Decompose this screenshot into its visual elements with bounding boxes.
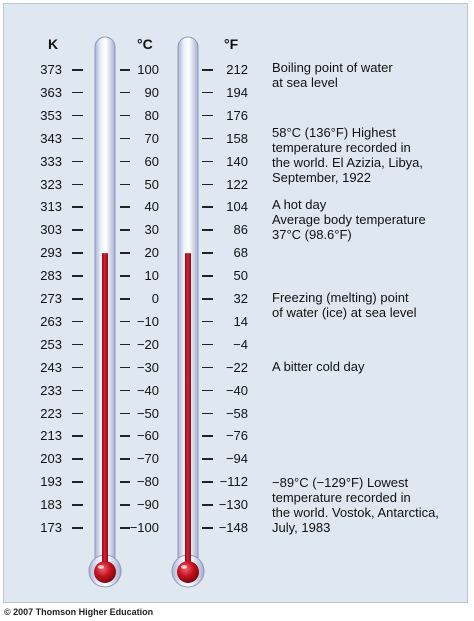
- kelvin-tick-label: 343: [40, 130, 62, 146]
- kelvin-tick: [72, 321, 83, 323]
- celsius-tick-left: [120, 367, 130, 369]
- celsius-tick-label: −60: [136, 428, 159, 444]
- fahrenheit-tick: [202, 298, 213, 300]
- fahrenheit-tick-label: −76: [225, 428, 248, 444]
- note-freezing-point: [272, 290, 467, 320]
- fahrenheit-header: °F: [224, 36, 239, 52]
- copyright-footer: © 2007 Thomson Higher Education: [4, 607, 154, 617]
- mercury-bulb: [94, 561, 116, 583]
- celsius-tick-left: [120, 390, 130, 392]
- note-line: A hot day: [272, 197, 327, 212]
- fahrenheit-tick: [202, 413, 213, 415]
- note-line: temperature recorded in: [272, 140, 411, 155]
- fahrenheit-tick-label: 50: [233, 268, 248, 284]
- kelvin-tick-label: 313: [40, 199, 62, 215]
- kelvin-tick: [72, 252, 83, 254]
- kelvin-tick-label: 223: [40, 405, 62, 421]
- note-line: −89°C (−129°F) Lowest: [272, 475, 409, 490]
- kelvin-tick-label: 333: [40, 153, 62, 169]
- fahrenheit-tick: [202, 458, 213, 460]
- kelvin-tick: [72, 206, 83, 208]
- kelvin-tick-label: 373: [40, 62, 62, 77]
- celsius-tick-label: −90: [136, 497, 159, 513]
- fahrenheit-tick: [202, 115, 213, 117]
- celsius-tick-label: −70: [136, 451, 159, 467]
- kelvin-tick: [72, 413, 83, 415]
- celsius-tick-left: [120, 161, 130, 163]
- fahrenheit-tick-label: −112: [219, 474, 248, 490]
- fahrenheit-tick: [202, 161, 213, 163]
- note-line: at sea level: [272, 75, 338, 90]
- kelvin-tick: [72, 504, 83, 506]
- celsius-tick-label: 60: [144, 153, 159, 169]
- celsius-tick-left: [120, 458, 130, 460]
- celsius-tick-label: 100: [137, 62, 159, 77]
- note-bitter-cold-day: [272, 359, 467, 374]
- celsius-tick-label: −30: [136, 359, 159, 375]
- fahrenheit-tick: [202, 69, 213, 71]
- fahrenheit-tick: [202, 229, 213, 231]
- fahrenheit-tick-label: −58: [225, 405, 248, 421]
- celsius-tick-label: 70: [144, 130, 159, 146]
- mercury-column: [102, 253, 108, 571]
- note-body-temperature: [272, 212, 467, 242]
- fahrenheit-tick: [202, 184, 213, 186]
- kelvin-tick-label: 213: [40, 428, 62, 444]
- kelvin-tick-label: 293: [40, 245, 62, 261]
- fahrenheit-tick-label: −40: [225, 382, 248, 398]
- kelvin-tick: [72, 481, 83, 483]
- kelvin-tick: [72, 161, 83, 163]
- fahrenheit-tick: [202, 504, 213, 506]
- kelvin-tick: [72, 527, 83, 529]
- celsius-tick-left: [120, 435, 130, 437]
- fahrenheit-tick-label: 68: [233, 245, 248, 261]
- celsius-tick-left: [120, 229, 130, 231]
- bulb-highlight: [98, 565, 104, 569]
- note-line: Freezing (melting) point: [272, 290, 409, 305]
- kelvin-tick-label: 193: [40, 474, 62, 490]
- kelvin-tick: [72, 138, 83, 140]
- kelvin-tick: [72, 458, 83, 460]
- fahrenheit-tick: [202, 252, 213, 254]
- fahrenheit-tick: [202, 206, 213, 208]
- kelvin-tick: [72, 298, 83, 300]
- kelvin-tick-label: 243: [40, 359, 62, 375]
- note-line: July, 1983: [272, 520, 331, 535]
- celsius-tick-left: [120, 321, 130, 323]
- celsius-tick-left: [120, 184, 130, 186]
- fahrenheit-tick-label: 32: [233, 291, 248, 306]
- kelvin-tick: [72, 229, 83, 231]
- note-line: A bitter cold day: [272, 359, 365, 374]
- kelvin-tick-label: 183: [40, 497, 62, 513]
- celsius-tick-label: 90: [144, 84, 159, 100]
- kelvin-tick-label: 173: [40, 520, 62, 535]
- celsius-tick-left: [120, 138, 130, 140]
- fahrenheit-tick-label: 158: [226, 130, 248, 146]
- note-line: Boiling point of water: [272, 60, 393, 75]
- fahrenheit-tick: [202, 390, 213, 392]
- fahrenheit-tick-label: −4: [233, 336, 248, 352]
- kelvin-tick: [72, 115, 83, 117]
- kelvin-tick: [72, 69, 83, 71]
- kelvin-tick-label: 203: [40, 451, 62, 467]
- celsius-tick-label: 10: [144, 268, 159, 284]
- kelvin-tick-label: 253: [40, 336, 62, 352]
- note-line: September, 1922: [272, 170, 372, 185]
- celsius-tick-left: [120, 69, 130, 71]
- kelvin-tick-label: 303: [40, 222, 62, 238]
- kelvin-tick-label: 323: [40, 176, 62, 192]
- note-line: 37°C (98.6°F): [272, 227, 352, 242]
- fahrenheit-tick-label: −130: [218, 497, 248, 513]
- celsius-tick-left: [120, 344, 130, 346]
- fahrenheit-tick: [202, 481, 213, 483]
- fahrenheit-tick: [202, 138, 213, 140]
- fahrenheit-tick: [202, 275, 213, 277]
- celsius-tick-left: [120, 413, 130, 415]
- celsius-tick-left: [120, 275, 130, 277]
- kelvin-tick: [72, 275, 83, 277]
- mercury-column: [185, 253, 191, 571]
- note-line: Average body temperature: [272, 212, 426, 227]
- thermometer-figure: [3, 3, 468, 603]
- note-line: of water (ice) at sea level: [272, 305, 417, 320]
- note-lowest-temperature: [272, 475, 467, 535]
- celsius-tick-label: 0: [151, 291, 159, 306]
- celsius-tick-label: −80: [136, 474, 159, 490]
- celsius-tick-label: 30: [144, 222, 159, 238]
- celsius-tick-label: −100: [129, 520, 159, 535]
- kelvin-tick: [72, 435, 83, 437]
- note-line: the world. Vostok, Antarctica,: [272, 505, 439, 520]
- celsius-tick-left: [120, 527, 130, 529]
- celsius-header: °C: [137, 36, 153, 52]
- celsius-tick-left: [120, 206, 130, 208]
- kelvin-tick: [72, 390, 83, 392]
- fahrenheit-tick-label: 122: [226, 176, 248, 192]
- fahrenheit-tick-label: −22: [225, 359, 248, 375]
- kelvin-tick-label: 363: [40, 84, 62, 100]
- celsius-tick-label: −50: [136, 405, 159, 421]
- fahrenheit-tick: [202, 367, 213, 369]
- kelvin-tick-label: 353: [40, 107, 62, 123]
- kelvin-tick: [72, 184, 83, 186]
- fahrenheit-tick-label: 176: [226, 107, 248, 123]
- fahrenheit-tick: [202, 321, 213, 323]
- celsius-tick-left: [120, 504, 130, 506]
- fahrenheit-tick-label: −148: [218, 520, 248, 535]
- fahrenheit-tick-label: 104: [226, 199, 248, 215]
- celsius-tick-label: 80: [144, 107, 159, 123]
- fahrenheit-tick: [202, 435, 213, 437]
- note-highest-temperature: [272, 125, 467, 185]
- kelvin-tick: [72, 344, 83, 346]
- celsius-tick-label: 40: [144, 199, 159, 215]
- note-line: temperature recorded in: [272, 490, 411, 505]
- celsius-tick-label: 50: [144, 176, 159, 192]
- kelvin-tick-label: 283: [40, 268, 62, 284]
- kelvin-tick: [72, 92, 83, 94]
- fahrenheit-tick-label: −94: [225, 451, 248, 467]
- mercury-bulb: [177, 561, 199, 583]
- kelvin-tick-label: 233: [40, 382, 62, 398]
- kelvin-header: K: [48, 36, 59, 52]
- celsius-tick-left: [120, 115, 130, 117]
- fahrenheit-tick-label: 86: [233, 222, 248, 238]
- kelvin-tick-label: 263: [40, 313, 62, 329]
- kelvin-tick: [72, 367, 83, 369]
- celsius-tick-label: −40: [136, 382, 159, 398]
- celsius-tick-left: [120, 298, 130, 300]
- note-line: 58°C (136°F) Highest: [272, 125, 396, 140]
- bulb-highlight: [181, 565, 187, 569]
- celsius-tick-left: [120, 252, 130, 254]
- note-line: the world. El Azizia, Libya,: [272, 155, 424, 170]
- celsius-tick-label: 20: [144, 245, 159, 261]
- celsius-tick-label: −20: [136, 336, 159, 352]
- fahrenheit-tick: [202, 92, 213, 94]
- celsius-tick-left: [120, 92, 130, 94]
- celsius-tick-left: [120, 481, 130, 483]
- fahrenheit-tick-label: 212: [226, 62, 248, 77]
- fahrenheit-tick-label: 140: [226, 153, 248, 169]
- fahrenheit-tick-label: 14: [233, 313, 248, 329]
- kelvin-tick-label: 273: [40, 291, 62, 306]
- fahrenheit-tick: [202, 344, 213, 346]
- note-hot-day: [272, 197, 467, 212]
- note-boiling-point: [272, 60, 467, 90]
- celsius-tick-label: −10: [136, 313, 159, 329]
- fahrenheit-tick-label: 194: [226, 84, 248, 100]
- fahrenheit-tick: [202, 527, 213, 529]
